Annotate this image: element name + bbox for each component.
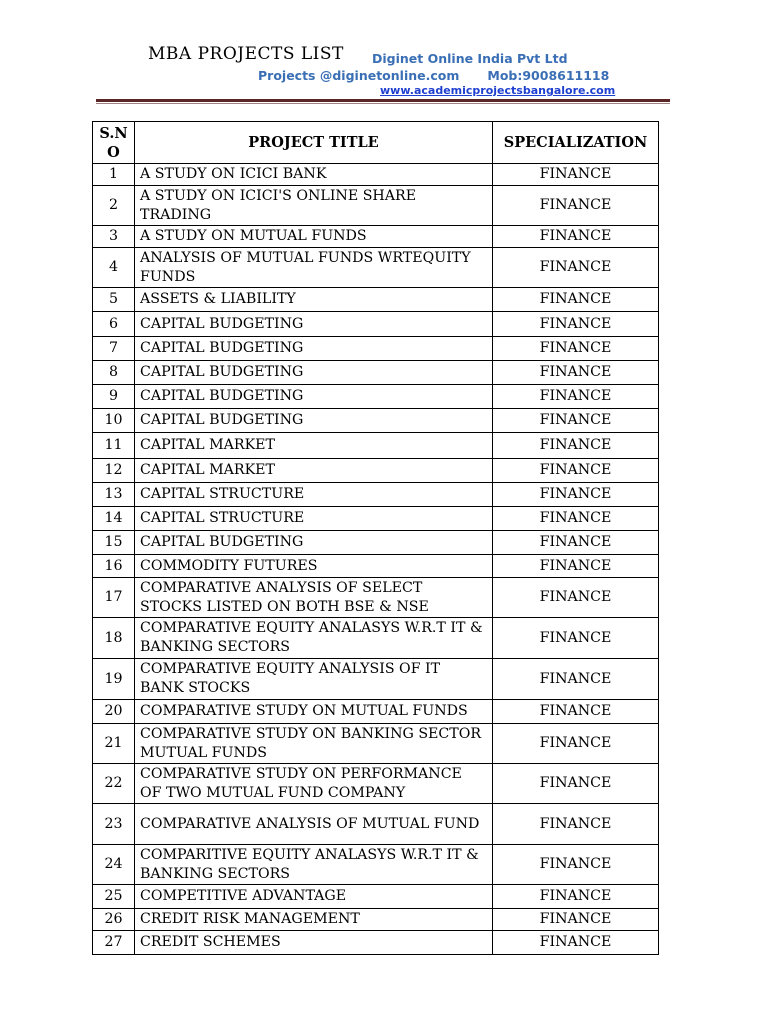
row-project-title: COMMODITY FUTURES: [135, 555, 493, 578]
row-project-title: COMPARATIVE ANALYSIS OF MUTUAL FUND: [135, 804, 493, 845]
row-project-title: COMPARATIVE EQUITY ANALYSIS OF IT BANK STOCKS: [135, 659, 493, 700]
row-sno: 10: [93, 409, 135, 433]
row-specialization: FINANCE: [493, 845, 659, 885]
table-row: [93, 700, 659, 724]
row-project-title: CREDIT SCHEMES: [135, 931, 493, 955]
row-sno: 20: [93, 700, 135, 724]
row-project-title: A STUDY ON ICICI BANK: [135, 164, 493, 186]
row-project-title: COMPARATIVE STUDY ON BANKING SECTOR MUTUAL FUNDS: [135, 724, 493, 764]
row-specialization: FINANCE: [493, 164, 659, 186]
table-row: [93, 409, 659, 433]
row-sno: 9: [93, 385, 135, 409]
row-sno: 1: [93, 164, 135, 186]
row-sno: 12: [93, 459, 135, 483]
row-sno: 11: [93, 433, 135, 459]
row-specialization: FINANCE: [493, 361, 659, 385]
row-project-title: A STUDY ON ICICI'S ONLINE SHARE TRADING: [135, 186, 493, 226]
row-specialization: FINANCE: [493, 483, 659, 507]
document-title: MBA PROJECTS LIST: [148, 44, 344, 64]
row-sno: 24: [93, 845, 135, 885]
row-sno: 8: [93, 361, 135, 385]
row-sno: 3: [93, 226, 135, 248]
row-project-title: CREDIT RISK MANAGEMENT: [135, 909, 493, 931]
row-specialization: FINANCE: [493, 433, 659, 459]
row-sno: 18: [93, 618, 135, 659]
table-row: [93, 226, 659, 248]
row-sno: 23: [93, 804, 135, 845]
row-specialization: FINANCE: [493, 724, 659, 764]
table-row: [93, 885, 659, 909]
row-specialization: FINANCE: [493, 659, 659, 700]
header-rule-thin: [96, 103, 670, 104]
row-project-title: COMPARATIVE STUDY ON PERFORMANCE OF TWO MUTUAL FUND COMPANY: [135, 764, 493, 804]
row-sno: 25: [93, 885, 135, 909]
table-row: [93, 361, 659, 385]
row-sno: 4: [93, 248, 135, 288]
row-sno: 22: [93, 764, 135, 804]
row-sno: 26: [93, 909, 135, 931]
row-project-title: CAPITAL BUDGETING: [135, 531, 493, 555]
row-sno: 13: [93, 483, 135, 507]
row-project-title: COMPETITIVE ADVANTAGE: [135, 885, 493, 909]
table-row: [93, 337, 659, 361]
row-project-title: CAPITAL BUDGETING: [135, 385, 493, 409]
row-specialization: FINANCE: [493, 578, 659, 618]
row-sno: 14: [93, 507, 135, 531]
header-rule: [96, 99, 670, 102]
row-specialization: FINANCE: [493, 248, 659, 288]
table-row: [93, 531, 659, 555]
row-sno: 19: [93, 659, 135, 700]
table-row: [93, 312, 659, 337]
table-row: [93, 248, 659, 288]
row-sno: 21: [93, 724, 135, 764]
table-row: [93, 164, 659, 186]
row-specialization: FINANCE: [493, 312, 659, 337]
row-sno: 6: [93, 312, 135, 337]
mobile-number: Mob:9008611118: [487, 68, 610, 83]
row-specialization: FINANCE: [493, 531, 659, 555]
row-specialization: FINANCE: [493, 186, 659, 226]
table-row: [93, 931, 659, 955]
header-specialization: SPECIALIZATION: [493, 122, 659, 164]
row-specialization: FINANCE: [493, 385, 659, 409]
table-row: [93, 845, 659, 885]
projects-table: [92, 121, 659, 955]
row-project-title: COMPARITIVE EQUITY ANALASYS W.R.T IT & BANKING SECTORS: [135, 845, 493, 885]
row-specialization: FINANCE: [493, 507, 659, 531]
row-project-title: A STUDY ON MUTUAL FUNDS: [135, 226, 493, 248]
table-row: [93, 659, 659, 700]
row-project-title: CAPITAL STRUCTURE: [135, 483, 493, 507]
table-row: [93, 578, 659, 618]
table-row: [93, 764, 659, 804]
table-row: [93, 459, 659, 483]
row-project-title: CAPITAL BUDGETING: [135, 312, 493, 337]
projects-email: Projects @diginetonline.com: [258, 68, 460, 83]
table-row: [93, 288, 659, 312]
row-sno: 16: [93, 555, 135, 578]
row-project-title: COMPARATIVE ANALYSIS OF SELECT STOCKS LISTED ON BOTH BSE & NSE: [135, 578, 493, 618]
row-specialization: FINANCE: [493, 226, 659, 248]
row-sno: 7: [93, 337, 135, 361]
row-project-title: COMPARATIVE STUDY ON MUTUAL FUNDS: [135, 700, 493, 724]
row-project-title: CAPITAL BUDGETING: [135, 361, 493, 385]
row-project-title: CAPITAL BUDGETING: [135, 409, 493, 433]
row-project-title: CAPITAL BUDGETING: [135, 337, 493, 361]
header-project-title: PROJECT TITLE: [135, 122, 493, 164]
row-specialization: FINANCE: [493, 337, 659, 361]
row-project-title: CAPITAL MARKET: [135, 433, 493, 459]
table-row: [93, 909, 659, 931]
row-project-title: ANALYSIS OF MUTUAL FUNDS WRTEQUITY FUNDS: [135, 248, 493, 288]
row-specialization: FINANCE: [493, 764, 659, 804]
row-specialization: FINANCE: [493, 618, 659, 659]
table-row: [93, 483, 659, 507]
page-header: [0, 0, 768, 104]
row-specialization: FINANCE: [493, 804, 659, 845]
table-row: [93, 186, 659, 226]
row-specialization: FINANCE: [493, 555, 659, 578]
row-sno: 17: [93, 578, 135, 618]
header-sno: S.N O: [93, 122, 135, 164]
row-sno: 5: [93, 288, 135, 312]
table-header-row: [93, 122, 659, 164]
table-row: [93, 507, 659, 531]
row-specialization: FINANCE: [493, 700, 659, 724]
table-row: [93, 724, 659, 764]
contact-line: [258, 68, 609, 83]
row-specialization: FINANCE: [493, 909, 659, 931]
row-specialization: FINANCE: [493, 885, 659, 909]
row-project-title: CAPITAL MARKET: [135, 459, 493, 483]
row-sno: 27: [93, 931, 135, 955]
row-sno: 15: [93, 531, 135, 555]
row-specialization: FINANCE: [493, 931, 659, 955]
row-specialization: FINANCE: [493, 409, 659, 433]
row-sno: 2: [93, 186, 135, 226]
table-row: [93, 433, 659, 459]
row-specialization: FINANCE: [493, 288, 659, 312]
row-specialization: FINANCE: [493, 459, 659, 483]
table-row: [93, 804, 659, 845]
row-project-title: COMPARATIVE EQUITY ANALASYS W.R.T IT & BANKING SECTORS: [135, 618, 493, 659]
row-project-title: ASSETS & LIABILITY: [135, 288, 493, 312]
table-row: [93, 618, 659, 659]
company-name: Diginet Online India Pvt Ltd: [372, 51, 568, 66]
table-row: [93, 385, 659, 409]
row-project-title: CAPITAL STRUCTURE: [135, 507, 493, 531]
table-body: [93, 164, 659, 955]
website-link[interactable]: www.academicprojectsbangalore.com: [380, 84, 616, 97]
table-row: [93, 555, 659, 578]
